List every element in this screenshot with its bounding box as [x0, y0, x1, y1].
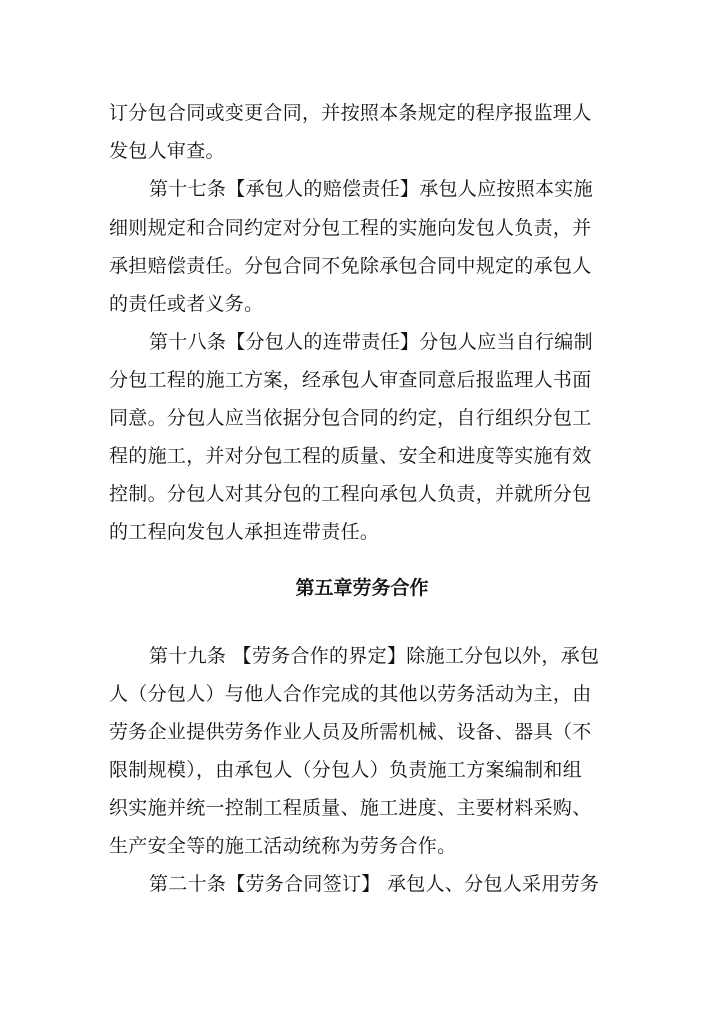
text-line: 的责任或者义务。: [109, 293, 264, 315]
chapter-heading: 第五章劳务合作: [295, 577, 429, 599]
text-line: 订分包合同或变更合同，并按照本条规定的程序报监理人: [109, 102, 592, 124]
text-line: 人（分包人）与他人合作完成的其他以劳务活动为主，由: [109, 683, 592, 705]
text-line: 生产安全等的施工活动统称为劳务合作。: [109, 835, 457, 857]
text-line: 的工程向发包人承担连带责任。: [109, 521, 380, 543]
text-line: 控制。分包人对其分包的工程向承包人负责，并就所分包: [109, 483, 592, 505]
article-18-line: 第十八条【分包人的连带责任】分包人应当自行编制: [149, 331, 593, 353]
text-line: 分包工程的施工方案，经承包人审查同意后报监理人书面: [109, 369, 592, 391]
text-line: 同意。分包人应当依据分包合同的约定，自行组织分包工: [109, 407, 592, 429]
text-line: 织实施并统一控制工程质量、施工进度、主要材料采购、: [109, 797, 592, 819]
text-line: 承担赔偿责任。分包合同不免除承包合同中规定的承包人: [109, 255, 592, 277]
article-19-line: 第十九条 【劳务合作的界定】除施工分包以外，承包: [149, 645, 600, 667]
article-17-line: 第十七条【承包人的赔偿责任】承包人应按照本实施: [149, 178, 593, 200]
text-line: 细则规定和合同约定对分包工程的实施向发包人负责，并: [109, 217, 592, 239]
text-line: 限制规模），由承包人（分包人）负责施工方案编制和组: [109, 759, 583, 781]
text-line: 劳务企业提供劳务作业人员及所需机械、设备、器具（不: [109, 721, 592, 743]
text-line: 发包人审查。: [109, 140, 225, 162]
text-line: 程的施工，并对分包工程的质量、安全和进度等实施有效: [109, 445, 592, 467]
article-20-line: 第二十条【劳务合同签订】 承包人、分包人采用劳务: [149, 873, 600, 895]
